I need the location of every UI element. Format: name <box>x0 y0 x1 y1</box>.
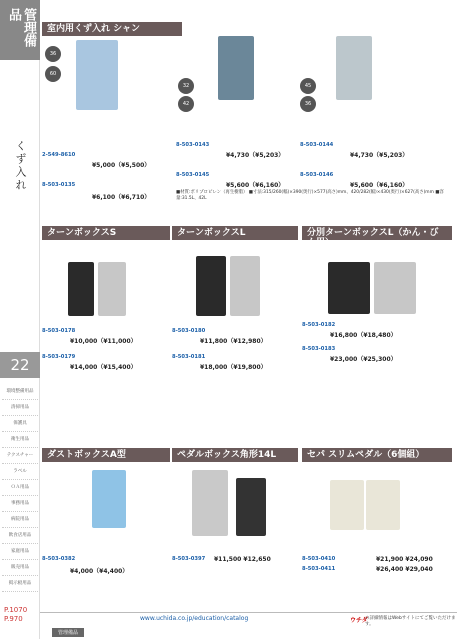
page-ref[interactable]: P.970 <box>4 615 23 623</box>
product-image <box>68 262 94 316</box>
product-price: ¥6,100（¥6,710） <box>92 194 151 201</box>
product-code: 8-503-0397 <box>172 556 206 562</box>
sidebar-category: くず入れ <box>14 140 27 192</box>
size-badge: 36 <box>45 46 61 62</box>
brand-logo: ウチダ <box>350 617 368 624</box>
section-title: ターンボックスS <box>42 226 170 240</box>
product-price: ¥14,000（¥15,400） <box>70 364 137 371</box>
product-image <box>196 256 226 316</box>
page-number: 22 <box>0 352 40 378</box>
section-title: セパ スリムペダル（6個組） <box>302 448 452 462</box>
product-price: ¥5,000（¥5,500） <box>92 162 151 169</box>
sidebar-nav <box>2 384 38 592</box>
product-price: ¥10,000（¥11,000） <box>70 338 137 345</box>
bottom-label: 管理備品 <box>52 628 84 637</box>
size-badge: 36 <box>300 96 316 112</box>
product-image <box>336 36 372 100</box>
size-badge: 60 <box>45 66 61 82</box>
size-badge: 32 <box>178 78 194 94</box>
product-code: 8-503-0182 <box>302 322 336 328</box>
nav-item[interactable]: 保護具 <box>2 416 38 432</box>
product-image <box>330 480 364 530</box>
materials: ■材質:ポリプロピレン（再生樹脂） ■寸法:315/260(幅)×390(奥行)×577(高さ)mm、420/282(幅)×430(奥行)×627(高さ)mm ■容量:31.5L、42L <box>176 190 444 201</box>
nav-item[interactable]: 衛生用品 <box>2 432 38 448</box>
section-title: 室内用くず入れ シャン <box>42 22 182 36</box>
product-price: ¥21,900 ¥24,090 <box>376 556 433 563</box>
product-code: 8-503-0143 <box>176 142 210 148</box>
product-code: 8-503-0183 <box>302 346 336 352</box>
product-price: ¥5,600（¥6,160） <box>350 182 409 189</box>
section-title: ターンボックスL <box>172 226 298 240</box>
nav-item[interactable]: 販売用品 <box>2 560 38 576</box>
product-image <box>236 478 266 536</box>
product-image <box>366 480 400 530</box>
product-code: 8-503-0144 <box>300 142 334 148</box>
product-price: ¥11,500 ¥12,650 <box>214 556 271 563</box>
product-price: ¥26,400 ¥29,040 <box>376 566 433 573</box>
product-code: 8-503-0411 <box>302 566 336 572</box>
sidebar-title: 管理備品 <box>0 0 40 60</box>
product-image <box>76 40 118 110</box>
product-code: 8-503-0178 <box>42 328 76 334</box>
product-price: ¥18,000（¥19,800） <box>200 364 267 371</box>
product-code: 8-503-0145 <box>176 172 210 178</box>
product-image <box>230 256 260 316</box>
product-image <box>192 470 228 536</box>
product-price: ¥4,730（¥5,203） <box>226 152 285 159</box>
footer-note: の詳細情報はWebサイトにてご覧いただけます。 <box>365 616 456 627</box>
page-refs <box>4 606 27 624</box>
nav-item[interactable]: テクスチャー <box>2 448 38 464</box>
product-code: 8-503-0410 <box>302 556 336 562</box>
product-price: ¥16,800（¥18,480） <box>330 332 397 339</box>
nav-item[interactable]: 環境整備用品 <box>2 384 38 400</box>
product-code: 8-503-0382 <box>42 556 76 562</box>
nav-item[interactable]: 家庭用品 <box>2 544 38 560</box>
product-code: 2-549-8610 <box>42 152 76 158</box>
sidebar <box>0 0 40 639</box>
product-price: ¥23,000（¥25,300） <box>330 356 397 363</box>
nav-item[interactable]: ラベル <box>2 464 38 480</box>
nav-item[interactable]: 清掃用品 <box>2 400 38 416</box>
product-image <box>218 36 254 100</box>
product-code: 8-503-0146 <box>300 172 334 178</box>
section-title: ペダルボックス角形14L <box>172 448 298 462</box>
product-code: 8-503-0135 <box>42 182 76 188</box>
product-price: ¥5,600（¥6,160） <box>226 182 285 189</box>
size-badge: 45 <box>300 78 316 94</box>
product-image <box>98 262 126 316</box>
product-code: 8-503-0179 <box>42 354 76 360</box>
nav-item[interactable]: 病院用品 <box>2 512 38 528</box>
page-ref[interactable]: P.1070 <box>4 606 28 614</box>
product-image <box>374 262 416 314</box>
product-price: ¥4,730（¥5,203） <box>350 152 409 159</box>
product-image <box>328 262 370 314</box>
size-badge: 42 <box>178 96 194 112</box>
section-title: ダストボックスA型 <box>42 448 170 462</box>
product-price: ¥11,800（¥12,980） <box>200 338 267 345</box>
product-price: ¥4,000（¥4,400） <box>70 568 129 575</box>
nav-item[interactable]: ＯＡ用品 <box>2 480 38 496</box>
product-image <box>92 470 126 528</box>
product-code: 8-503-0180 <box>172 328 206 334</box>
nav-item[interactable]: 飲食店用品 <box>2 528 38 544</box>
catalog-url[interactable]: www.uchida.co.jp/education/catalog <box>140 615 249 622</box>
nav-item[interactable]: 掲示板用品 <box>2 576 38 592</box>
footer <box>40 612 457 627</box>
section-title: 分別ターンボックスL（かん・びん用） <box>302 226 452 240</box>
product-code: 8-503-0181 <box>172 354 206 360</box>
nav-item[interactable]: 事務用品 <box>2 496 38 512</box>
